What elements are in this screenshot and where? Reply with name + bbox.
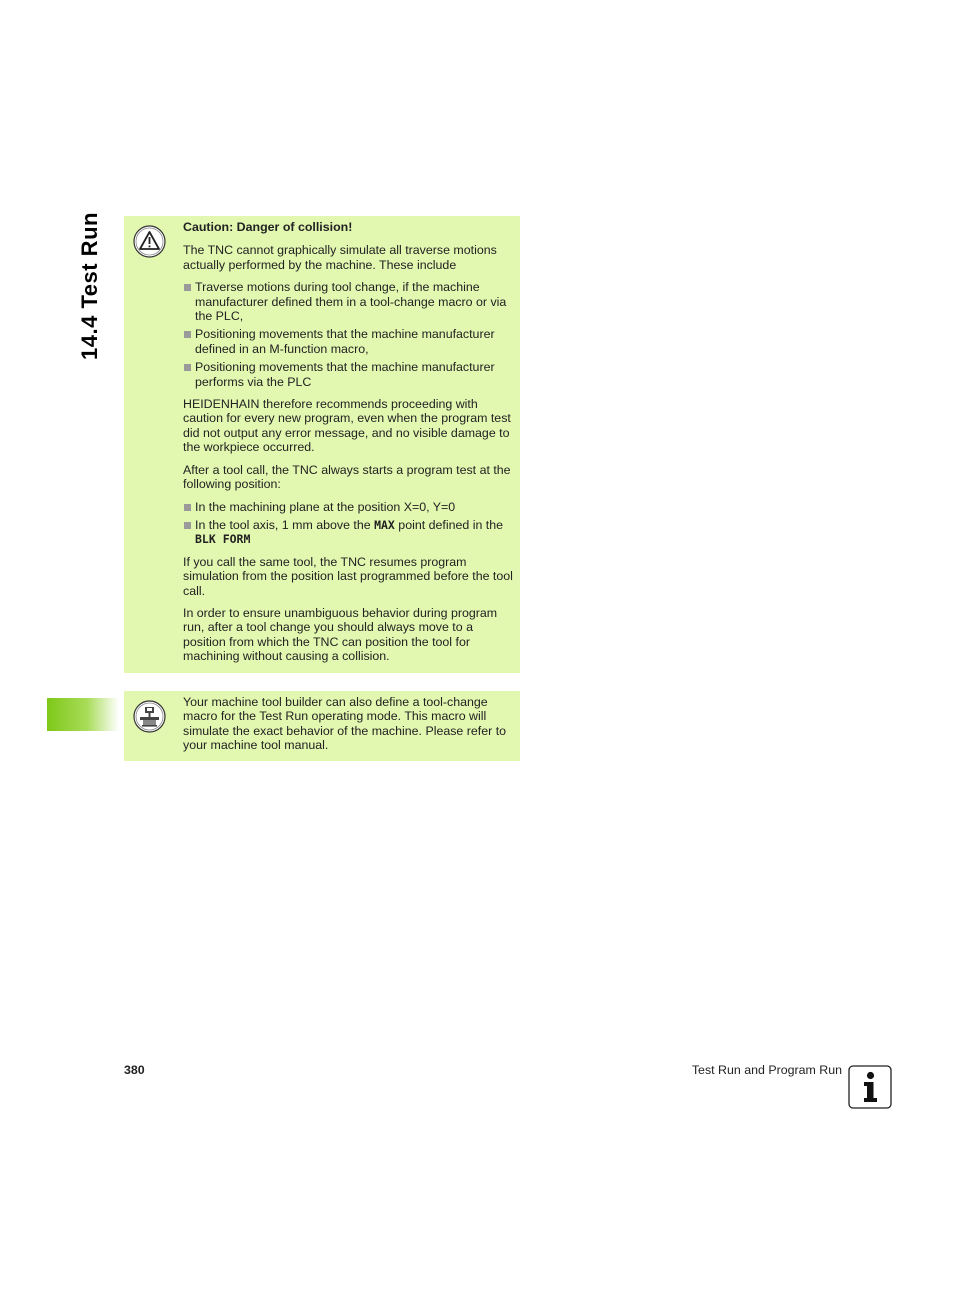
page-number: 380 bbox=[124, 1063, 145, 1077]
machine-note-body bbox=[183, 695, 513, 761]
list-item: In the machining plane at the position X=0, Y=0 bbox=[183, 500, 513, 514]
caution-intro: The TNC cannot graphically simulate all traverse motions actually performed by the machine. These include bbox=[183, 243, 497, 272]
list-item bbox=[183, 518, 513, 547]
text-fragment: In the tool axis, 1 mm above the bbox=[195, 517, 375, 532]
start-position-paragraph: After a tool call, the TNC always starts a program test at the following position: bbox=[183, 462, 511, 492]
list-item: Traverse motions during tool change, if the machine manufacturer defined them in a tool-change macro or via the PLC, bbox=[183, 280, 513, 323]
section-title-text: 14.4 Test Run bbox=[77, 212, 102, 360]
code-max: MAX bbox=[374, 517, 395, 532]
recommendation-paragraph: HEIDENHAIN therefore recommends proceeding with caution for every new program, even when the program test did not output any error message, and no visible damage to the workpiece occurred. bbox=[183, 397, 511, 455]
list-item: Positioning movements that the machine manufacturer performs via the PLC bbox=[183, 360, 513, 389]
caution-heading: Caution: Danger of collision! bbox=[183, 220, 353, 234]
machine-tool-icon bbox=[133, 700, 166, 733]
text-fragment: point defined in the bbox=[394, 517, 504, 532]
warning-triangle-icon bbox=[133, 225, 166, 258]
motion-list bbox=[183, 280, 513, 389]
caution-note bbox=[124, 216, 520, 673]
chapter-tab bbox=[47, 698, 119, 731]
code-blk-form: BLK FORM bbox=[195, 532, 251, 547]
footer-chapter-title: Test Run and Program Run bbox=[691, 1063, 842, 1077]
machine-note bbox=[124, 691, 520, 761]
tool-change-paragraph: In order to ensure unambiguous behavior during program run, after a tool change you should always move to a position from which the TNC can position the tool for machining without causing a collision. bbox=[183, 605, 498, 664]
machine-note-text: Your machine tool builder can also define a tool-change macro for the Test Run operating mode. This macro will simulate the exact behavior of the machine. Please refer to your machine tool manual. bbox=[183, 695, 507, 753]
list-item: Positioning movements that the machine manufacturer defined in an M-function macro, bbox=[183, 327, 513, 356]
info-icon bbox=[848, 1065, 892, 1109]
caution-body bbox=[183, 220, 513, 672]
same-tool-paragraph: If you call the same tool, the TNC resumes program simulation from the position last programmed before the tool call. bbox=[183, 554, 513, 598]
position-list bbox=[183, 500, 513, 547]
side-section-title bbox=[62, 214, 118, 359]
